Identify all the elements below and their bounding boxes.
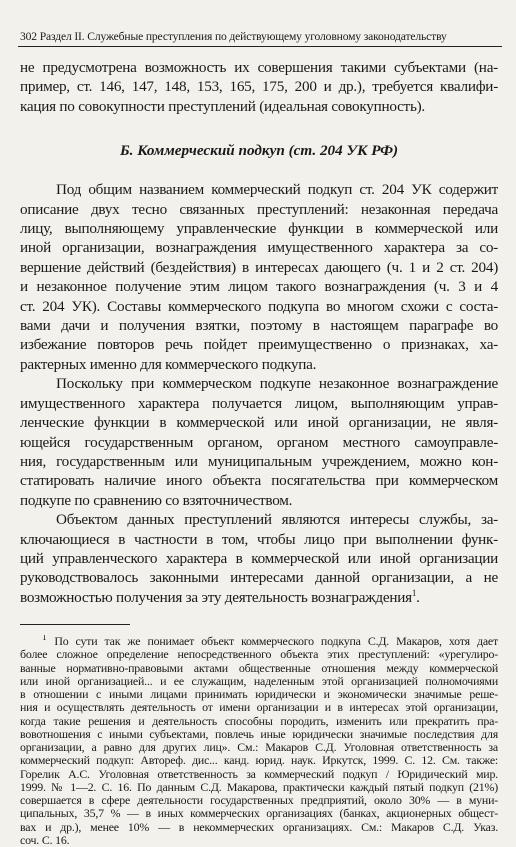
footnote-line: соч. С. 16. — [20, 833, 70, 847]
page-body — [20, 58, 498, 847]
text-line: иной организации, вознаграждения имущественного характера за со- — [20, 239, 498, 257]
text-line: и незаконное получение этим лицом такого вознаграждения (ч. 3 и 4 — [20, 278, 498, 296]
footnote-line: ванные нормативно-правовыми актами общественные отношения между коммерческой — [20, 661, 498, 675]
footnote-line: когда такие решения и деятельность способны породить, изменить или прекратить пра- — [20, 714, 498, 728]
text-line: ст. 204 УК). Составы коммерческого подкупа во многом схожи с соста- — [20, 297, 498, 315]
footnote-line: более сложное определение непосредственного объекта этих преступлений: «урегулиро- — [20, 648, 498, 662]
text-line: Объектом данных преступлений являются интересы службы, за- — [56, 511, 498, 529]
running-head — [20, 27, 498, 47]
paragraph-1 — [20, 180, 498, 374]
text-line: рактерных именно для коммерческого подкупа. — [20, 355, 317, 373]
footnote-line: организации, а равно для других лиц». См.: Макаров С.Д. Уголовная ответственность за — [20, 741, 498, 755]
paragraph-3 — [20, 510, 498, 607]
text-line: ключающиеся в частности в том, чтобы лицо при выполнении функ- — [20, 530, 498, 548]
text-line: вершение действий (бездействия) в интересах дающего (ч. 1 и 2 ст. 204) — [20, 258, 498, 276]
footnote-reference[interactable]: 1 — [411, 587, 417, 598]
footnote-line: вах и др.), менее 10% — в некоммерческих организациях. См.: Макаров С.Д. Указ. — [20, 820, 498, 834]
footnote-line: ния и осуществлять деятельность от имени организации и в интересах этой организации, — [20, 701, 498, 715]
text-line: ций управленческого характера в коммерческой или иной организации — [20, 549, 498, 567]
footnote-line: или иной организацией... и ее служащим, наделенным этой организацией полномочиями — [20, 674, 498, 688]
text-line: возможностью получения за эту деятельность вознаграждения$^1$. — [20, 587, 420, 606]
intro-paragraph — [20, 58, 498, 116]
text-line: избежание повторов речь пойдет преимущественно о признаках, ха- — [20, 336, 498, 354]
text-line: ленческие функции в коммерческой или иной организации, не явля- — [20, 414, 498, 432]
footnote-line: вовотношения с иными субъектами, повлечь иные юридически значимые последствия для — [20, 727, 498, 741]
text-line-content: возможностью получения за эту деятельность вознаграждения — [20, 588, 412, 606]
text-line: пример, ст. 146, 147, 148, 153, 165, 175, 200 и др.), требуется квалифи- — [20, 78, 498, 96]
text-line: ния, государственным или муниципальным учреждением, можно кон- — [20, 452, 498, 470]
footnote-separator — [20, 624, 130, 625]
paragraph-2 — [20, 374, 498, 510]
footnote-line: совершается в сфере деятельности государственных предприятий, около 30% — в муни- — [20, 794, 498, 808]
text-line: не предусмотрена возможность их совершения такими субъектами (на- — [20, 59, 498, 76]
footnote-line: в отношении с иными лицами принимать юридически и экономически значимые реше- — [20, 688, 498, 702]
text-line: подкупе по сравнению со взяточничеством. — [20, 491, 293, 509]
text-line: описание двух тесно связанных преступлений: незаконная передача — [20, 200, 498, 218]
text-line: Поскольку при коммерческом подкупе незаконное вознаграждение — [56, 375, 498, 393]
text-line: имущественного характера получается лицом, выполняющим управ- — [20, 394, 498, 412]
footnote-line-text: По сути так же понимает объект коммерческого подкупа С.Д. Макаров, хотя дает — [54, 635, 498, 649]
footnote-number: 1 — [42, 635, 47, 643]
text-line: ющейся государственным органом, органом местного самоуправле- — [20, 433, 498, 451]
header-rule — [18, 46, 502, 47]
section-heading: Б. Коммерческий подкуп (ст. 204 УК РФ) — [119, 142, 399, 160]
footnote-line: коммерческий подкуп: Автореф. дис... канд. юрид. наук. Иркутск, 1999. С. 12. См. также: — [20, 754, 498, 768]
text-line: руководствовалось законными интересами данной организации, а не — [20, 569, 498, 587]
text-line: Под общим названием коммерческий подкуп ст. 204 УК содержит — [56, 181, 498, 199]
text-line: статировать наличие иного объекта посягательства при коммерческом — [20, 472, 498, 490]
footnote-line — [20, 635, 498, 648]
running-head-text: 302 Раздел II. Служебные преступления по действующему уголовному законодательству — [20, 30, 447, 43]
footnote-line: Горелик А.С. Уголовная ответственность за коммерческий подкуп / Юридический мир. — [20, 767, 498, 781]
footnote-line: ципальных, 35,7 % — в иных коммерческих организациях (банках, акционерных общест- — [20, 807, 498, 821]
text-line: вами дачи и получения взятки, поэтому в настоящем параграфе во — [20, 317, 498, 335]
text-line: кация по совокупности преступлений (идеальная совокупность). — [20, 97, 425, 115]
footnote — [20, 635, 498, 847]
text-line: лицу, выполняющему управленческие функции в коммерческой или — [20, 220, 498, 238]
footnote-line: 1999. № 1—2. С. 16. По данным С.Д. Макарова, практически каждый пятый подкуп (21%) — [20, 780, 498, 794]
